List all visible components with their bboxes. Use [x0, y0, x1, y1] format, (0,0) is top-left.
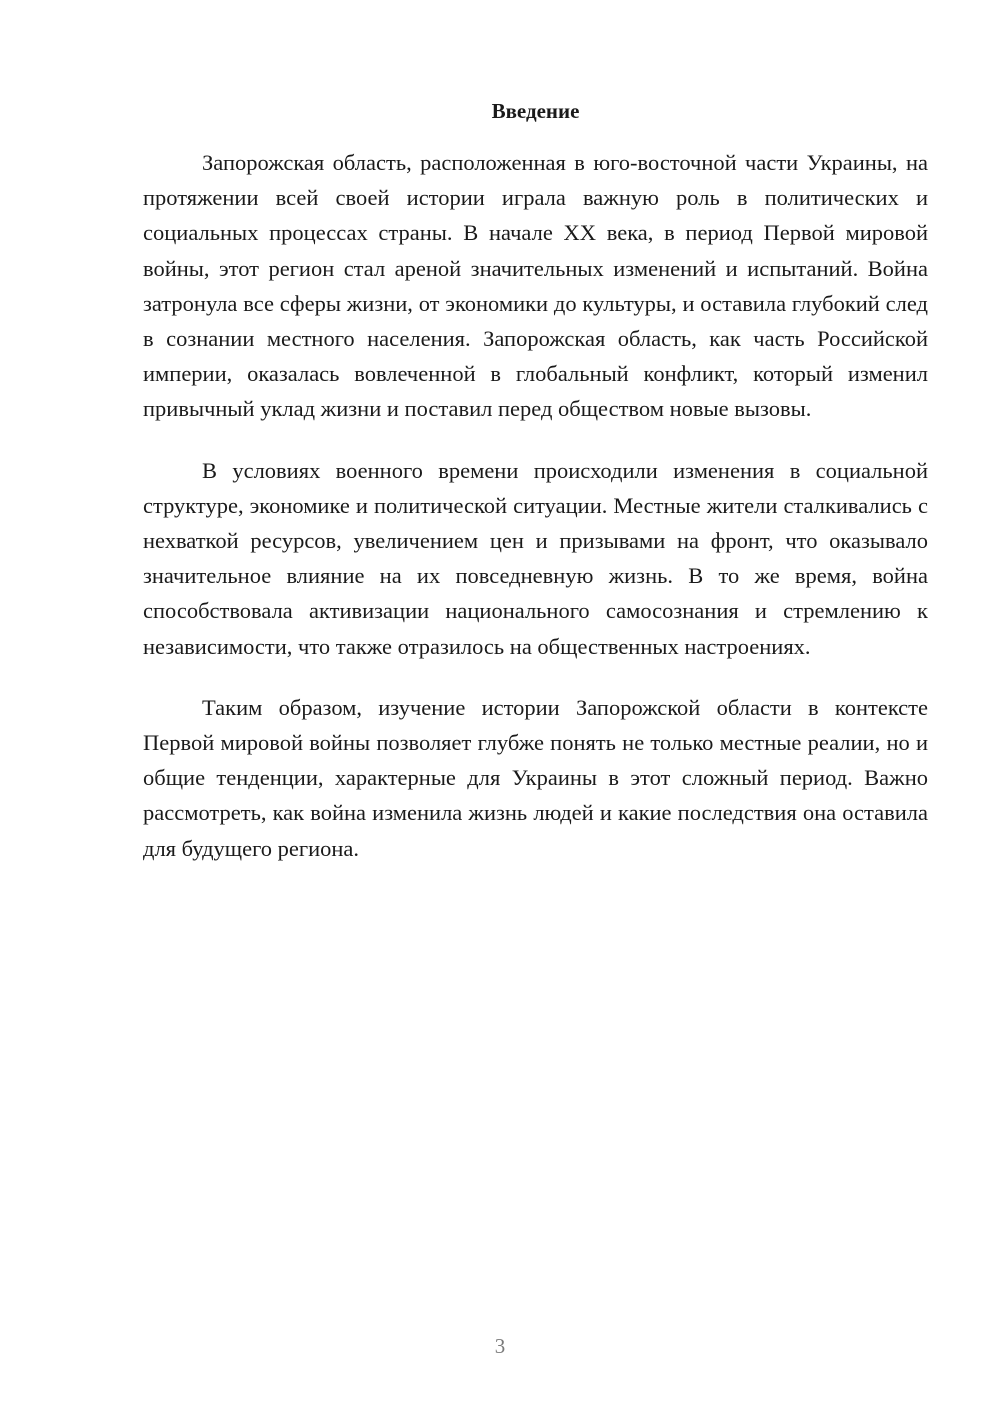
paragraph-2: В условиях военного времени происходили изменения в социальной структуре, экономике и политической ситуации. Местные жители сталкивались с нехваткой ресурсов, увеличением цен и призывами на фронт, что оказывало значительное влияние на их повседневную жизнь. В то же время, война способствовала активизации национального самосознания и стремлению к независимости, что также отразилось на общественных настроениях. — [143, 457, 928, 659]
section-heading: Введение — [491, 99, 580, 123]
page-content — [143, 97, 928, 892]
paragraph-3: Таким образом, изучение истории Запорожской области в контексте Первой мировой войны позволяет глубже понять не только местные реалии, но и общие тенденции, характерные для Украины в этот сложный период. Важно рассмотреть, как война изменила жизнь людей и какие последствия она оставила для будущего региона. — [143, 694, 928, 861]
paragraph-1: Запорожская область, расположенная в юго-восточной части Украины, на протяжении всей своей истории играла важную роль в политических и социальных процессах страны. В начале XX века, в период Первой мировой войны, этот регион стал ареной значительных изменений и испытаний. Война затронула все сферы жизни, от экономики до культуры, и оставила глубокий след в сознании местного населения. Запорожская область, как часть Российской империи, оказалась вовлеченной в глобальный конфликт, который изменил привычный уклад жизни и поставил перед обществом новые вызовы. — [143, 150, 928, 422]
page-number: 3 — [494, 1334, 506, 1358]
